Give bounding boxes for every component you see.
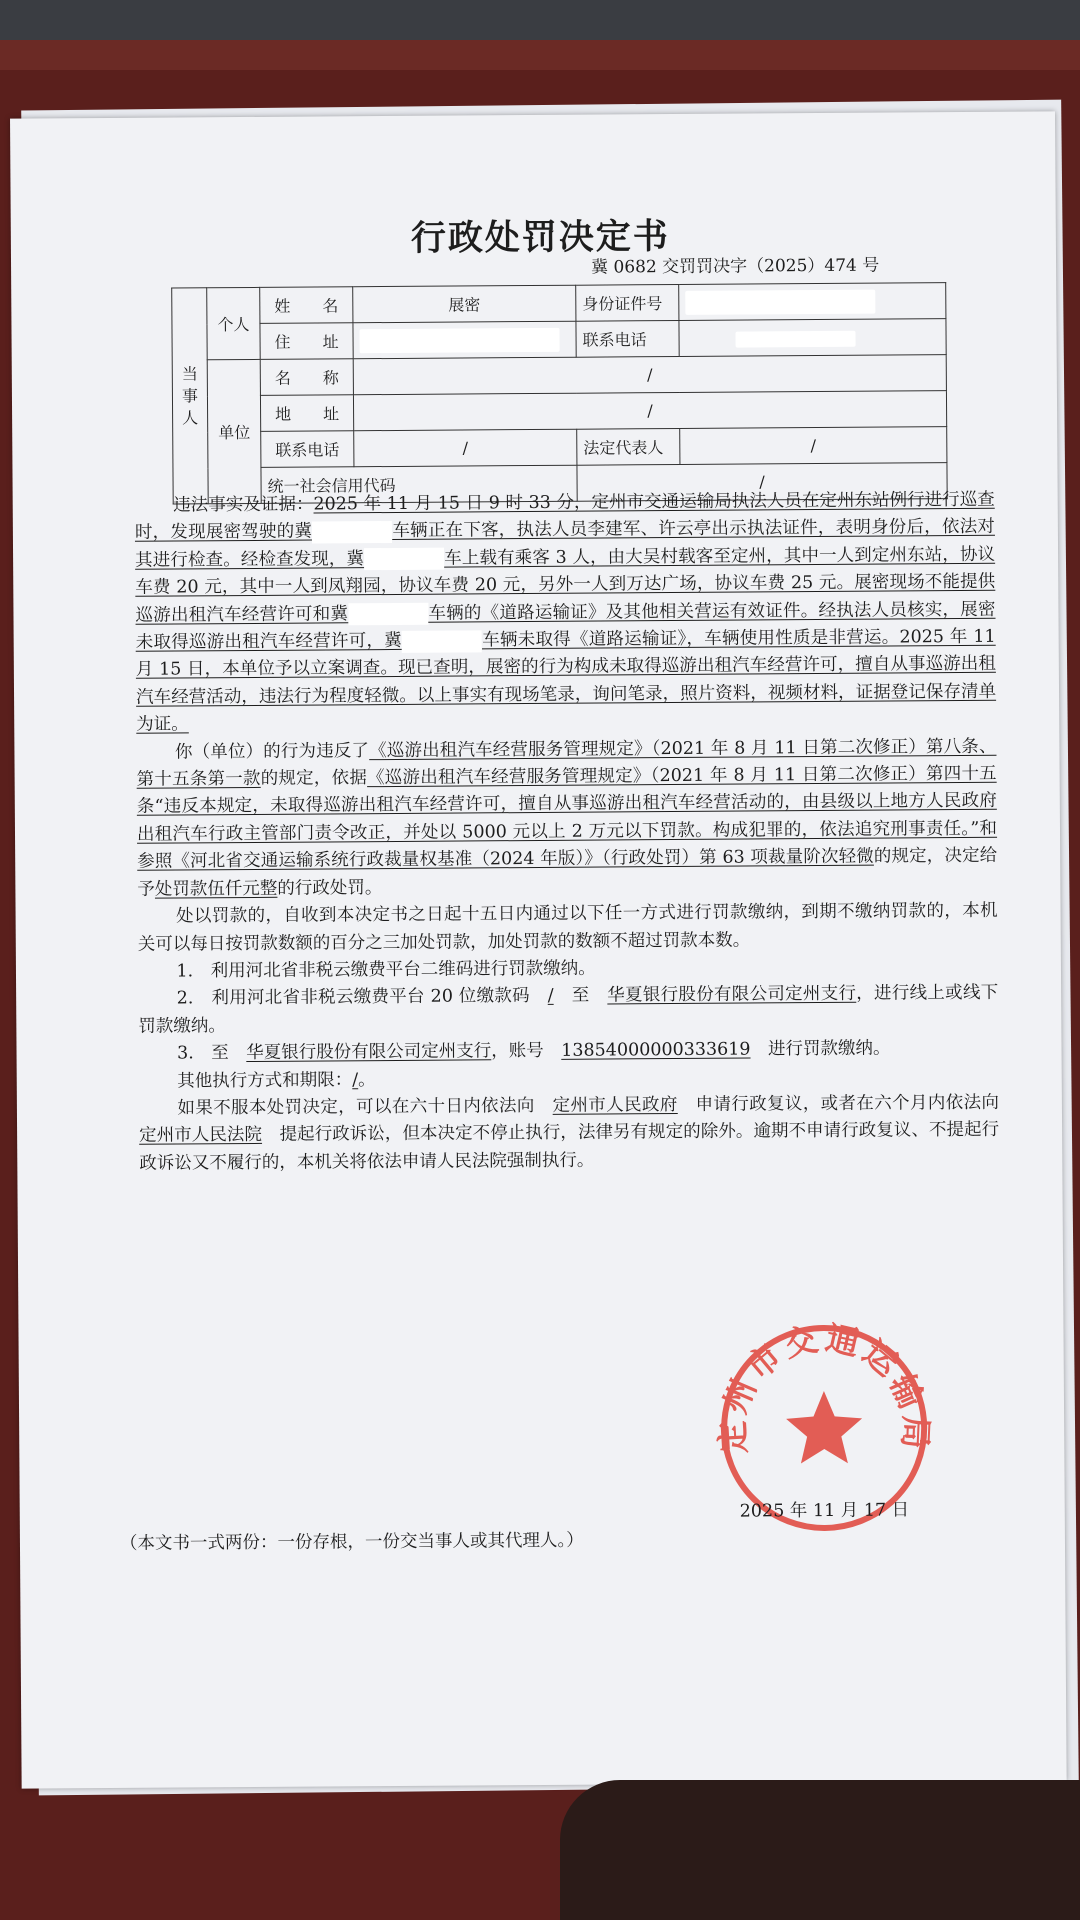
payment-method-3-text-b: ，账号 (491, 1041, 544, 1062)
other-execution-value: / (352, 1069, 359, 1090)
violation-text-2: 的规定，依据 (260, 768, 368, 789)
violation-text-3: 的规定，决定给予 (137, 846, 998, 900)
id-label: 身份证件号 (576, 284, 679, 321)
payment-bank: 华夏银行股份有限公司定州支行 (607, 984, 857, 1006)
penalty-amount: 处罚款伍仟元整 (154, 878, 278, 900)
name-value: 展密 (353, 285, 576, 323)
seal-text: 定州市交通运输局 (712, 1317, 936, 1456)
redacted-plate (402, 630, 482, 653)
violation-paragraph (136, 733, 997, 903)
phone-value (679, 319, 946, 357)
seal-star-icon (786, 1391, 863, 1464)
unit-name-value: / (353, 355, 946, 395)
facts-heading: 违法事实及证据： (173, 494, 314, 516)
individual-label: 个人 (207, 287, 261, 359)
unit-label: 单位 (207, 359, 261, 503)
redacted-phone (736, 330, 856, 347)
redacted-plate (312, 521, 392, 544)
facts-text-1: 2025 年 11 月 15 日 9 时 33 分，定州市交通运输局执法人员在定州东站例行进行巡查时，发现展密驾驶的冀 (134, 489, 995, 544)
payment-method-2 (138, 980, 998, 1041)
other-execution-end: 。 (358, 1069, 376, 1090)
payment-bank-2: 华夏银行股份有限公司定州支行 (246, 1041, 492, 1064)
payment-code: / (547, 986, 554, 1007)
document-sheet (10, 111, 1067, 1788)
redacted-plate (348, 603, 428, 626)
unit-phone-value: / (354, 429, 577, 467)
appeal-text-3: 提起行政诉讼，但本决定不停止执行，法律另有规定的除外。逾期不申请行政复议、不提起行政诉讼又不履行的，本机关将依法申请人民法院强制执行。 (139, 1120, 1000, 1174)
bank-account: 13854000000333619 (561, 1039, 751, 1061)
signature-date: 2025 年 11 月 17 日 (739, 1500, 910, 1522)
unit-address-value: / (353, 391, 946, 431)
id-value (679, 283, 946, 321)
address-label: 住 址 (260, 323, 353, 360)
facts-text-4: 车辆的《道路运输证》及其他相关营运有效证件。经执法人员核实，展密未取得巡游出租汽车经营许可，冀 (135, 599, 996, 653)
review-authority: 定州市人民政府 (552, 1094, 678, 1116)
facts-text-5: 车辆未取得《道路运输证》，车辆使用性质是非营运。2025 年 11 月 15 日，本单位予以立案调查。现已查明，展密的行为构成未取得巡游出租汽车经营许可，擅自从事巡游出租汽车经营活动，违法行为程度轻微。以上事实有现场笔录，询问笔录，照片资料，视频材料，证据登记保存清单为证。 (135, 626, 997, 736)
credit-code-value: / (577, 463, 947, 502)
appeal-text-1: 如果不服本处罚决定，可以在六十日内依法向 (177, 1095, 535, 1119)
violation-text-1: 你（单位）的行为违反了 (174, 740, 370, 763)
legal-rep-value: / (680, 427, 947, 465)
phone-label: 联系电话 (576, 320, 679, 357)
legal-rep-label: 法定代表人 (577, 428, 680, 465)
payment-method-2-text-c: ，进行线上或线下罚款缴纳。 (138, 983, 999, 1037)
document-number: 冀 0682 交罚罚决字（2025）474 号 (590, 255, 880, 278)
other-execution-label: 其他执行方式和期限： (177, 1069, 353, 1092)
document-body (135, 487, 1000, 1178)
footnote: （本文书一式两份：一份存根，一份交当事人或其代理人。） (119, 1530, 584, 1554)
party-info-table (171, 282, 947, 504)
appeal-paragraph (139, 1090, 1000, 1178)
appeal-text-2: 申请行政复议，或者在六个月内依法向 (695, 1092, 1000, 1115)
payment-method-3-text-a: 3. 至 (176, 1043, 229, 1064)
hand-shadow (560, 1780, 1080, 1920)
payment-method-3-text-c: 进行罚款缴纳。 (767, 1038, 891, 1060)
redacted-address (359, 327, 559, 352)
legal-basis: 《巡游出租汽车经营服务管理规定》（2021 年 8 月 11 日第二次修正）第四十五条“违反本规定，未取得巡游出租汽车经营许可，擅自从事巡游出租汽车经营活动的，由县级以上地方人民政府出租汽车行政主管部门责令改正，并处以 5000 元以上 2 万元以下罚款。构成犯罪的，依法追究刑事责任。”和参照《河北省交通运输系统行政裁量权基准（2024 年版）》（行政处罚）第 63 项裁量阶次轻微 (136, 763, 998, 873)
court-name: 定州市人民法院 (139, 1125, 263, 1147)
redacted-id (685, 289, 875, 314)
name-label: 姓 名 (260, 287, 353, 324)
address-value (353, 321, 576, 359)
payment-method-2-text-b: 至 (571, 985, 590, 1007)
facts-text-2: 车辆正在下客，执法人员李建军、许云亭出示执法证件，表明身份后，依法对其进行检查。经检查发现，冀 (135, 517, 995, 571)
unit-name-label: 名 称 (260, 359, 353, 396)
desk-background-top (0, 0, 1080, 40)
unit-phone-label: 联系电话 (261, 431, 354, 468)
unit-address-label: 地 址 (260, 395, 353, 432)
party-label: 当事人 (172, 288, 209, 504)
payment-method-1: 1. 利用河北省非税云缴费平台二维码进行罚款缴纳。 (176, 958, 596, 982)
document-title: 行政处罚决定书 (410, 216, 671, 259)
desk-edge (0, 40, 1080, 70)
violated-regulation: 《巡游出租汽车经营服务管理规定》（2021 年 8 月 11 日第二次修正）第八条、第十五条第一款 (136, 736, 997, 790)
facts-paragraph (135, 487, 997, 740)
payment-intro: 处以罚款的，自收到本决定书之日起十五日内通过以下任一方式进行罚款缴纳，到期不缴纳罚款的，本机关可以每日按罚款数额的百分之三加处罚款，加处罚款的数额不超过罚款本数。 (137, 900, 998, 955)
facts-text-3: 车上载有乘客 3 人，由大吴村载客至定州，其中一人到定州东站，协议车费 20 元，其中一人到凤翔园，协议车费 20 元，另外一人到万达广场，协议车费 25 元。展密现场不能提供巡游出租汽车经营许可和冀 (135, 544, 996, 626)
payment-method-2-text-a: 2. 利用河北省非税云缴费平台 20 位缴款码 (176, 986, 530, 1009)
violation-text-4: 的行政处罚。 (277, 877, 383, 899)
redacted-plate (364, 548, 444, 571)
credit-code-label: 统一社会信用代码 (261, 465, 577, 503)
